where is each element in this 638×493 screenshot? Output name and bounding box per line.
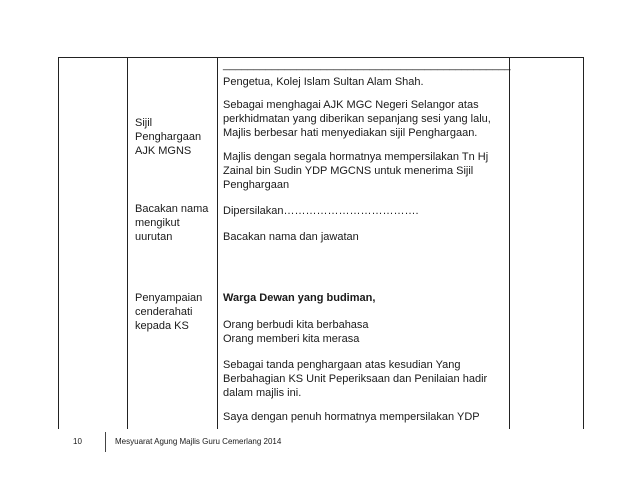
row3-label-line3: kepada KS bbox=[135, 320, 189, 332]
row1-para1-line2: perkhidmatan yang diberikan sepanjang sesi yang lalu, bbox=[223, 113, 491, 125]
row3-label-line2: cenderahati bbox=[135, 306, 193, 318]
row1-label-line1: Sijil bbox=[135, 117, 153, 129]
table-border-right bbox=[583, 57, 584, 429]
table-border-col2 bbox=[217, 57, 218, 429]
row3-heading: Warga Dewan yang budiman, bbox=[223, 292, 376, 304]
table-border-left bbox=[58, 57, 59, 429]
row1-label-line3: AJK MGNS bbox=[135, 145, 192, 157]
footer-text: Mesyuarat Agung Majlis Guru Cemerlang 2014 bbox=[115, 437, 282, 446]
table-border-col1 bbox=[127, 57, 128, 429]
row1-para2-line1: Majlis dengan segala hormatnya mempersilakan Tn Hj bbox=[223, 151, 489, 163]
row3-para3-line1: Saya dengan penuh hormatnya mempersilakan YDP bbox=[223, 411, 480, 423]
row3-para2-line3: dalam majlis ini. bbox=[223, 387, 302, 399]
table-border-col3 bbox=[509, 57, 510, 429]
row1-label-line2: Penghargaan bbox=[135, 131, 202, 143]
row2-label-line1: Bacakan nama bbox=[135, 203, 209, 215]
row3-para2-line1: Sebagai tanda penghargaan atas kesudian Yang bbox=[223, 359, 461, 371]
row1-para1-line3: Majlis berbesar hati menyediakan sijil Penghargaan. bbox=[223, 127, 478, 139]
row3-para2-line2: Berbahagian KS Unit Peperiksaan dan Penilaian hadir bbox=[223, 373, 488, 385]
row1-para1-line1: Sebagai menghagai AJK MGC Negeri Selangor atas bbox=[223, 99, 479, 111]
row2-label-line3: uurutan bbox=[135, 231, 173, 243]
pengetua-line: Pengetua, Kolej Islam Sultan Alam Shah. bbox=[223, 76, 424, 88]
row3-label-line1: Penyampaian bbox=[135, 292, 203, 304]
row1-para2-line2: Zainal bin Sudin YDP MGCNS untuk menerima Sijil bbox=[223, 165, 474, 177]
footer-divider bbox=[105, 432, 106, 452]
row2-para2: Bacakan nama dan jawatan bbox=[223, 231, 359, 243]
row2-para1: Dipersilakan………………………………. bbox=[223, 205, 419, 217]
signature-underline: _______________________________________________ bbox=[223, 59, 511, 71]
page-number: 10 bbox=[73, 437, 82, 446]
row2-label-line2: mengikut bbox=[135, 217, 180, 229]
row3-pantun-line1: Orang berbudi kita berbahasa bbox=[223, 319, 369, 331]
row1-para2-line3: Penghargaan bbox=[223, 179, 290, 191]
row3-pantun-line2: Orang memberi kita merasa bbox=[223, 333, 360, 345]
